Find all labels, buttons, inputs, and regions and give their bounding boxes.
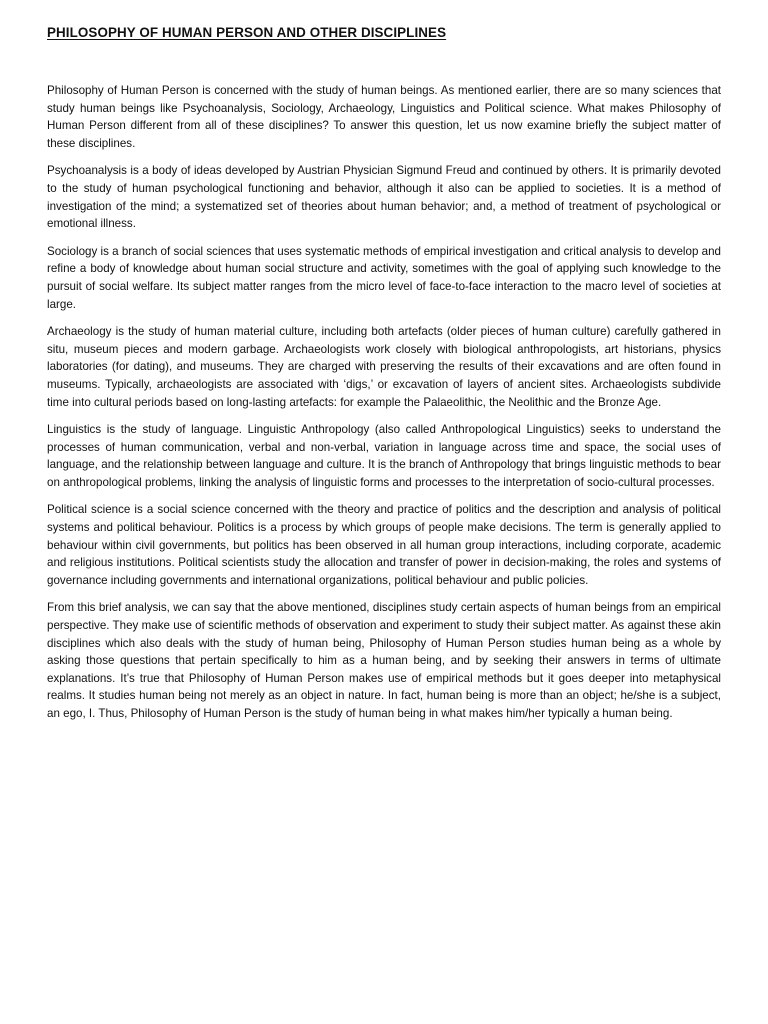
paragraph-psychoanalysis: Psychoanalysis is a body of ideas developed by Austrian Physician Sigmund Freud and continued by others. It is primarily devoted to the study of human psychological functioning and behavior, although it also can be applied to societies. It is a method of investigation of the mind; a systematized set of theories about human behavior; and, a method of treatment of psychological or emotional illness. [47,164,721,231]
paragraph-archaeology: Archaeology is the study of human material culture, including both artefacts (older pieces of human culture) carefully gathered in situ, museum pieces and modern garbage. Archaeologists work closely with biological anthropologists, art historians, physics laboratories (for dating), and museums. They are charged with preserving the results of their excavations and are often found in museums. Typically, archaeologists are associated with ‘digs,’ or excavation of layers of ancient sites. Archaeologists subdivide time into cultural periods based on long-lasting artefacts: for example the Palaeolithic, the Neolithic and the Bronze Age. [47,325,721,409]
paragraph-introduction: Philosophy of Human Person is concerned with the study of human beings. As mentioned earlier, there are so many sciences that study human beings like Psychoanalysis, Sociology, Archaeology, Linguistics and Political science. What makes Philosophy of Human Person different from all of these disciplines? To answer this question, let us now examine briefly the subject matter of these disciplines. [47,84,721,150]
document-title: PHILOSOPHY OF HUMAN PERSON AND OTHER DISCIPLINES [47,25,447,40]
paragraph-sociology: Sociology is a branch of social sciences that uses systematic methods of empirical investigation and critical analysis to develop and refine a body of knowledge about human social structure and activity, sometimes with the goal of applying such knowledge to the pursuit of social welfare. Its subject matter ranges from the micro level of face-to-face interaction to the macro level of societies at large. [47,244,721,311]
paragraph-linguistics: Linguistics is the study of language. Linguistic Anthropology (also called Anthropological Linguistics) seeks to understand the processes of human communication, verbal and non-verbal, variation in language across time and space, the social uses of language, and the relationship between language and culture. It is the branch of Anthropology that brings linguistic methods to bear on anthropological problems, linking the analysis of linguistic forms and processes to the interpretation of socio-cultural processes. [47,423,721,489]
paragraph-conclusion: From this brief analysis, we can say that the above mentioned, disciplines study certain aspects of human beings from an empirical perspective. They make use of scientific methods of observation and experiment to study their subject matter. As against these akin disciplines which also deals with the study of human being, Philosophy of Human Person studies human being as a whole by asking those questions that pertain specifically to him as a human being, and by seeking their answers in terms of ultimate explanations. It’s true that Philosophy of Human Person makes use of empirical methods but it goes deeper into metaphysical realms. It studies human being not merely as an object in nature. In fact, human being is more than an object; he/she is a subject, an ego, I. Thus, Philosophy of Human Person is the study of human being in what makes him/her typically a human being. [47,601,721,720]
paragraph-political-science: Political science is a social science concerned with the theory and practice of politics and the description and analysis of political systems and political behaviour. Politics is a process by which groups of people make decisions. The term is generally applied to behaviour within civil governments, but politics has been observed in all human group interactions, including corporate, academic and religious institutions. Political scientists study the allocation and transfer of power in decision-making, the roles and systems of governance including governments and international organizations, political behaviour and public policies. [47,503,721,587]
document-page [47,24,721,733]
